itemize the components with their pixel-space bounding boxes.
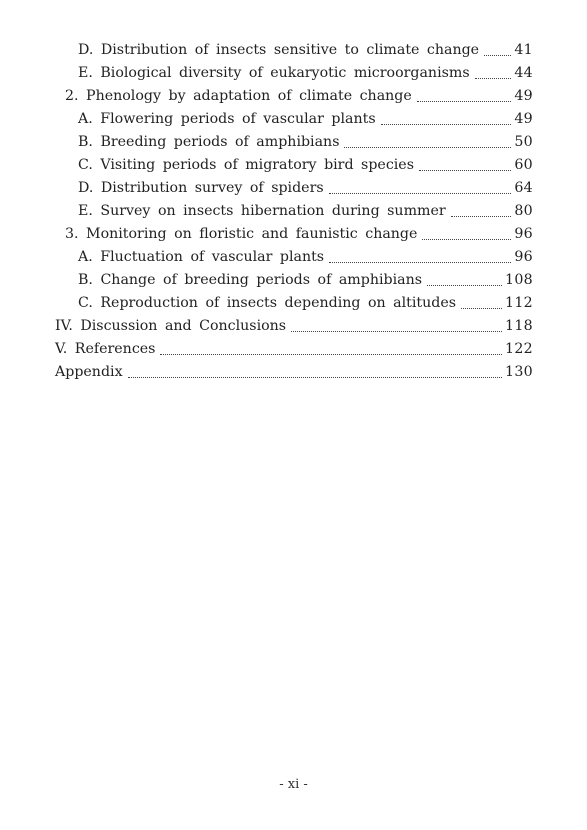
dot-leader <box>427 284 502 286</box>
dot-leader <box>344 146 511 148</box>
toc-entry[interactable] <box>78 246 533 269</box>
toc-entry-page: 64 <box>514 180 533 196</box>
toc-entry-page: 130 <box>505 364 533 380</box>
toc-entry-page: 41 <box>514 42 533 58</box>
toc-entry-label: E. Biological diversity of eukaryotic microorganisms <box>78 65 470 81</box>
dot-leader <box>422 238 511 240</box>
dot-leader <box>484 54 511 56</box>
dot-leader <box>451 215 512 217</box>
toc-entry-label: C. Visiting periods of migratory bird species <box>78 157 414 173</box>
dot-leader <box>329 261 511 263</box>
toc-entry-label: C. Reproduction of insects depending on altitudes <box>78 295 457 311</box>
toc-entry-page: 96 <box>514 249 533 265</box>
toc-entry-label: A. Flowering periods of vascular plants <box>78 111 376 127</box>
dot-leader <box>291 330 502 332</box>
toc-entry-page: 108 <box>505 272 533 288</box>
page-number-footer: - xi - <box>279 777 308 792</box>
toc-entry[interactable] <box>78 131 533 154</box>
toc-entry[interactable] <box>65 223 533 246</box>
toc-entry-label: B. Change of breeding periods of amphibians <box>78 272 423 288</box>
toc-entry[interactable] <box>55 361 533 384</box>
dot-leader <box>128 376 502 378</box>
toc-entry-label: D. Distribution survey of spiders <box>78 180 324 196</box>
toc-entry-label: D. Distribution of insects sensitive to climate change <box>78 42 480 58</box>
dot-leader <box>160 353 502 355</box>
toc-entry-label: V. References <box>55 341 156 357</box>
toc-entry[interactable] <box>78 154 533 177</box>
toc-entry[interactable] <box>78 108 533 131</box>
toc-entry[interactable] <box>55 338 533 361</box>
toc-entry-page: 44 <box>514 65 533 81</box>
table-of-contents <box>0 39 587 384</box>
toc-entry-page: 49 <box>514 111 533 127</box>
toc-entry-page: 80 <box>514 203 533 219</box>
toc-entry-label: IV. Discussion and Conclusions <box>55 318 287 334</box>
toc-entry-label: 2. Phenology by adaptation of climate change <box>65 88 412 104</box>
toc-entry-page: 60 <box>514 157 533 173</box>
toc-entry-page: 118 <box>505 318 533 334</box>
toc-entry[interactable] <box>78 292 533 315</box>
toc-entry[interactable] <box>78 177 533 200</box>
toc-entry-label: A. Fluctuation of vascular plants <box>78 249 325 265</box>
dot-leader <box>417 100 512 102</box>
dot-leader <box>329 192 512 194</box>
toc-entry-page: 112 <box>505 295 533 311</box>
toc-entry[interactable] <box>78 200 533 223</box>
dot-leader <box>475 77 512 79</box>
toc-entry[interactable] <box>65 85 533 108</box>
toc-entry[interactable] <box>55 315 533 338</box>
toc-entry[interactable] <box>78 62 533 85</box>
dot-leader <box>419 169 511 171</box>
toc-entry-page: 96 <box>514 226 533 242</box>
toc-entry-label: Appendix <box>55 364 123 380</box>
toc-entry-page: 49 <box>514 88 533 104</box>
toc-entry[interactable] <box>78 39 533 62</box>
dot-leader <box>381 123 512 125</box>
toc-entry-label: E. Survey on insects hibernation during summer <box>78 203 446 219</box>
toc-entry-page: 122 <box>505 341 533 357</box>
toc-entry[interactable] <box>78 269 533 292</box>
dot-leader <box>461 307 502 309</box>
toc-entry-page: 50 <box>514 134 533 150</box>
toc-entry-label: 3. Monitoring on floristic and faunistic change <box>65 226 418 242</box>
toc-entry-label: B. Breeding periods of amphibians <box>78 134 340 150</box>
